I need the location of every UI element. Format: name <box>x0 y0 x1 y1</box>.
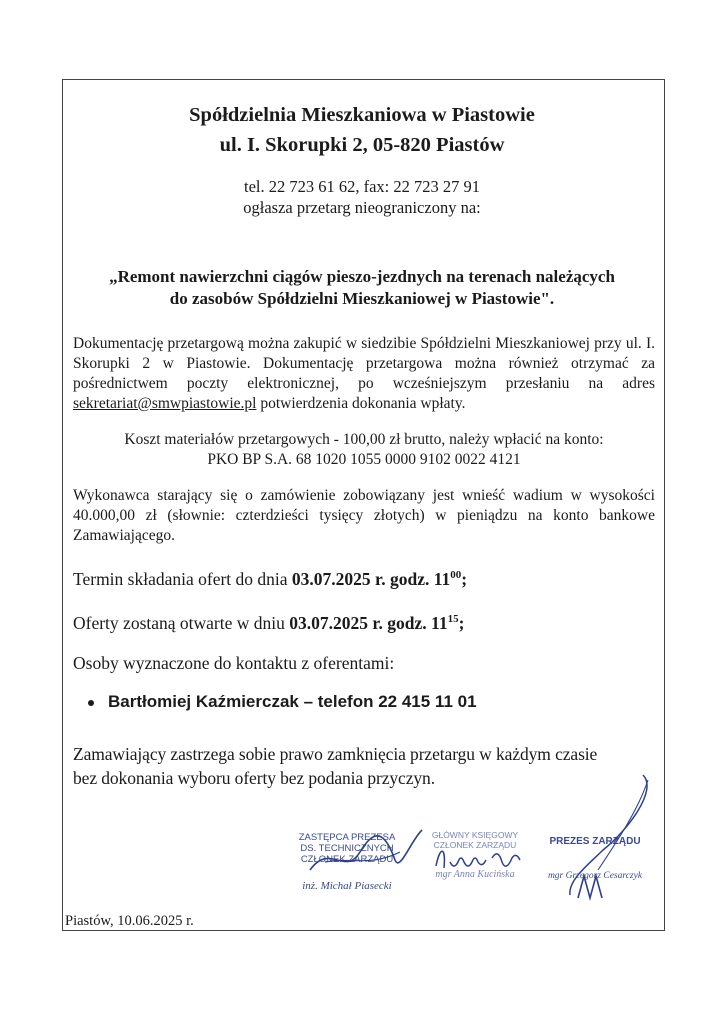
bullet-icon <box>88 700 94 706</box>
organization-header <box>0 100 724 160</box>
bank-account: PKO BP S.A. 68 1020 1055 0000 9102 0022 4121 <box>207 451 521 468</box>
stamp-name: mgr Grzegorz Cesarczyk <box>547 871 643 881</box>
org-address: ul. I. Skorupki 2, 05-820 Piastów <box>219 134 505 156</box>
stamp-line: GŁÓWNY KSIĘGOWY <box>431 830 519 840</box>
stamp-name: inż. Michał Piasecki <box>302 880 392 892</box>
cost-paragraph <box>73 430 655 470</box>
contact-block <box>0 176 724 218</box>
tender-title <box>0 266 724 310</box>
deposit-paragraph: Wykonawca starający się o zamówienie zobowiązany jest wnieść wadium w wysokości 40.000,00 zł (słownie: czterdzieści tysięcy złotych) w pieniądzu na konto bankowe Zamawiającego. <box>73 487 655 544</box>
reservation-line1: Zamawiający zastrzega sobie prawo zamknięcia przetargu w każdym czasie <box>73 744 598 764</box>
opening-end: ; <box>458 612 465 633</box>
documentation-text-end: potwierdzenia dokonania wpłaty. <box>256 395 466 412</box>
announcement: ogłasza przetarg nieograniczony na: <box>243 198 481 217</box>
deadline-end: ; <box>461 568 468 589</box>
tender-title-line2: do zasobów Spółdzielni Mieszkaniowej w Piastowie". <box>169 289 555 308</box>
deadline-label: Termin składania ofert do dnia <box>73 568 292 589</box>
org-name: Spółdzielnia Mieszkaniowa w Piastowie <box>189 104 535 126</box>
stamp-name: mgr Anna Kucińska <box>435 869 515 880</box>
signature-president <box>548 770 668 905</box>
list-item <box>88 692 477 712</box>
stamp-line: PREZES ZARZĄDU <box>549 836 641 847</box>
stamp-line: CZŁONEK ZARZĄDU <box>433 840 517 850</box>
signature-chief-accountant <box>432 842 527 874</box>
signature-technical-deputy <box>300 822 425 884</box>
cost-line: Koszt materiałów przetargowych - 100,00 zł brutto, należy wpłacić na konto: <box>124 431 604 448</box>
contact-person: Bartłomiej Kaźmierczak – telefon 22 415 11 01 <box>108 692 477 711</box>
stamp-line: CZŁONEK ZARZĄDU <box>300 854 394 865</box>
opening-minutes: 15 <box>447 613 459 625</box>
documentation-paragraph <box>73 334 655 414</box>
offer-opening <box>73 607 663 635</box>
opening-date: 03.07.2025 r. godz. 11 <box>289 612 448 633</box>
opening-label: Oferty zostaną otwarte w dniu <box>73 612 290 633</box>
contact-persons-label: Osoby wyznaczone do kontaktu z oferentami: <box>73 653 395 673</box>
reservation-line2: bez dokonania wyboru oferty bez podania przyczyn. <box>73 768 435 788</box>
tender-title-line1: „Remont nawierzchni ciągów pieszo-jezdnych na terenach należących <box>109 267 615 286</box>
stamp-line: DS. TECHNICZNYCH <box>300 843 394 854</box>
stamp-line: ZASTĘPCA PREZESA <box>298 832 396 843</box>
deadline-minutes: 00 <box>450 569 462 581</box>
offer-deadline <box>73 563 663 591</box>
place-and-date: Piastów, 10.06.2025 r. <box>65 913 194 929</box>
documentation-text: Dokumentację przetargową można zakupić w siedzibie Spółdzielni Mieszkaniowej przy ul. I. Skorupki 2 w Piastowie. Dokumentację przetargowa można również otrzymać za pośrednictwem poczty elektronicznej, po wcześniejszym przesłaniu na adres <box>73 335 655 392</box>
email-link[interactable]: sekretariat@smwpiastowie.pl <box>73 395 257 412</box>
phone-fax: tel. 22 723 61 62, fax: 22 723 27 91 <box>243 177 481 196</box>
deadline-date: 03.07.2025 r. godz. 11 <box>291 568 451 589</box>
